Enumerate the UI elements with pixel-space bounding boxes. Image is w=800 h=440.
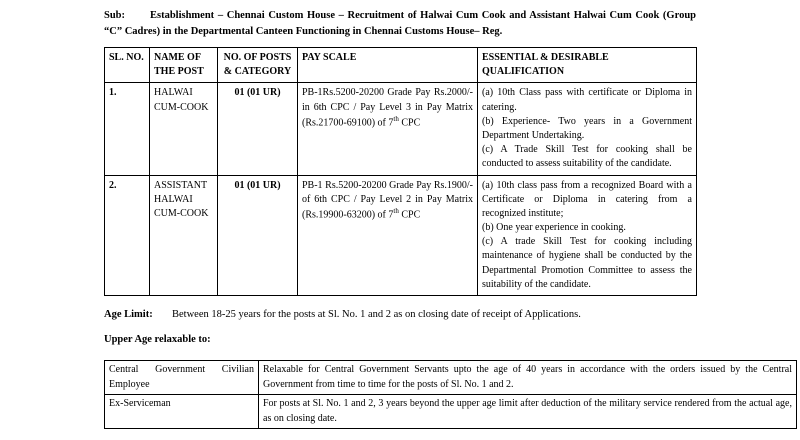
cell-qualification-1 [478, 83, 697, 175]
table-header-row [105, 48, 697, 83]
pay-scale-suffix-1: CPC [398, 117, 421, 129]
cell-qualification-2 [478, 175, 697, 296]
qualification-line-b-1: (b) Experience- Two years in a Government Department Undertaking. [482, 115, 692, 141]
qualification-line-a-1: (a) 10th Class pass with certificate or Diploma in catering. [482, 87, 692, 113]
subject-label: Sub: [104, 10, 126, 21]
upper-age-heading: Upper Age relaxable to: [104, 334, 211, 345]
pay-scale-text-1: PB-1Rs.5200-20200 Grade Pay Rs.2000/-in 6th CPC / Pay Level 3 in Pay Matrix (Rs.21700-69100) of 7 [302, 87, 473, 129]
relaxation-detail-2: For posts at Sl. No. 1 and 2, 3 years beyond the upper age limit after deduction of the military service rendered from the actual age, as on closing date. [259, 395, 797, 429]
pay-scale-superscript-2: th [393, 206, 399, 215]
header-pay-scale: PAY SCALE [298, 48, 478, 83]
subject-text: Establishment – Chennai Custom House – Recruitment of Halwai Cum Cook and Assistant Halwai Cum Cook (Group “C” Cadres) in the Departmental Canteen Functioning in Chennai Customs House– Reg. [104, 10, 696, 38]
cell-no-posts-2: 01 (01 UR) [218, 175, 298, 296]
header-sl-no: SL. NO. [105, 48, 150, 83]
table-row [105, 361, 797, 395]
cell-sl-no-1: 1. [105, 83, 150, 175]
age-limit-label: Age Limit: [104, 309, 153, 320]
cell-post-name-2: ASSISTANT HALWAI CUM-COOK [150, 175, 218, 296]
qualification-line-b-2: (b) One year experience in cooking. [482, 222, 626, 234]
age-limit-value: Between 18-25 years for the posts at Sl. No. 1 and 2 as on closing date of receipt of Applications. [172, 309, 581, 320]
relaxation-detail-1: Relaxable for Central Government Servants upto the age of 40 years in accordance with the orders issued by the Central Government from time to time for the posts of Sl. No. 1 and 2. [259, 361, 797, 395]
relaxation-category-2: Ex-Serviceman [105, 395, 259, 429]
age-limit-paragraph [104, 307, 696, 323]
qualification-line-a-2: (a) 10th class pass from a recognized Board with a Certificate or Diploma in catering from a recognized institute; [482, 179, 692, 219]
pay-scale-text-2: PB-1 Rs.5200-20200 Grade Pay Rs.1900/- of 6th CPC / Pay Level 2 in Pay Matrix (Rs.19900-63200) of 7 [302, 179, 473, 221]
cell-pay-scale-2 [298, 175, 478, 296]
subject-block [104, 8, 696, 41]
qualification-line-c-2: (c) A trade Skill Test for cooking including maintenance of hygiene shall be conducted by the Departmental Promotion Committee to assess the suitability of the candidate. [482, 236, 692, 290]
pay-scale-superscript-1: th [393, 114, 399, 123]
cell-no-posts-1: 01 (01 UR) [218, 83, 298, 175]
cell-post-name-1: HALWAI CUM-COOK [150, 83, 218, 175]
cell-pay-scale-1 [298, 83, 478, 175]
relaxation-category-1: Central Government Civilian Employee [105, 361, 259, 395]
qualification-line-c-1: (c) A Trade Skill Test for cooking shall be conducted to assess suitability of the candidate. [482, 144, 692, 170]
header-no-of-posts: NO. OF POSTS & CATEGORY [218, 48, 298, 83]
cell-sl-no-2: 2. [105, 175, 150, 296]
table-row [105, 395, 797, 429]
age-relaxation-table [104, 360, 797, 429]
recruitment-table [104, 47, 697, 296]
table-row [105, 175, 697, 296]
header-qualification: ESSENTIAL & DESIRABLE QUALIFICATION [478, 48, 697, 83]
pay-scale-suffix-2: CPC [398, 209, 421, 221]
table-row [105, 83, 697, 175]
header-name-of-post: NAME OF THE POST [150, 48, 218, 83]
